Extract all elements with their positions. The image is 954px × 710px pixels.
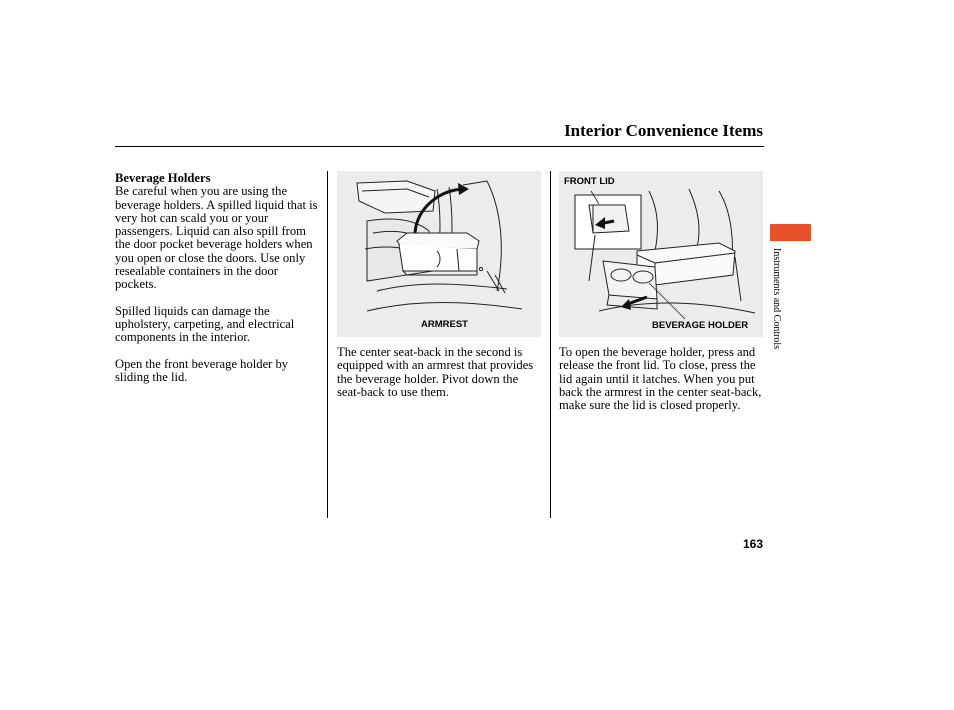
section-tab-label: Instruments and Controls [771,248,782,350]
front-lid-label: FRONT LID [564,176,615,187]
page-number: 163 [742,537,763,551]
paragraph-warning: Be careful when you are using the beverage holders. A spilled liquid that is very hot can scald you or your passengers. Liquid can also spill from the door pocket beverage holders when you open or close the doors. Use only resealable containers in the door pockets. [115,184,318,292]
beverage-holder-illustration [559,171,763,337]
paragraph-spill: Spilled liquids can damage the upholstery, carpeting, and electrical components in the interior. [115,303,295,345]
header-rule [115,146,764,147]
armrest-illustration [337,171,541,337]
paragraph-open: Open the front beverage holder by sliding the lid. [115,356,289,384]
section-heading: Beverage Holders [115,171,211,185]
section-tab [770,224,811,241]
beverage-holder-figure [559,171,763,337]
column-armrest [337,346,545,412]
column-divider-2 [550,171,551,518]
armrest-figure [337,171,541,337]
paragraph-beverage-holder: To open the beverage holder, press and release the front lid. To close, press the lid again until it latches. When you put back the armrest in the center seat-back, make sure the lid is closed properly. [559,345,762,413]
column-divider-1 [327,171,328,518]
armrest-label: ARMREST [421,319,468,330]
page-title: Interior Convenience Items [564,121,763,140]
column-beverage-holders [115,172,320,397]
beverage-holder-label: BEVERAGE HOLDER [652,320,749,331]
paragraph-armrest: The center seat-back in the second is equipped with an armrest that provides the beverage holder. Pivot down the seat-back to use them. [337,345,534,399]
column-beverage-holder [559,346,764,425]
